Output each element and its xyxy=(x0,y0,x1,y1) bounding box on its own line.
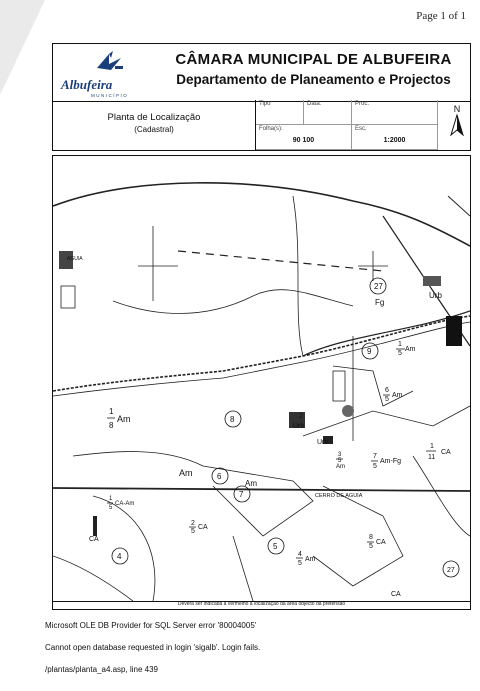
label-circ-8: 8 xyxy=(230,415,235,424)
label-am-top: Am xyxy=(405,346,416,353)
north-label: N xyxy=(453,104,461,114)
label-ca-mid: CA xyxy=(198,524,208,531)
bird-icon xyxy=(95,50,125,76)
header-title: CÂMARA MUNICIPAL DE ALBUFEIRA xyxy=(175,51,452,68)
label-frac-1-ca-am-den: 5 xyxy=(109,505,113,511)
label-am-left: Am xyxy=(117,414,131,424)
label-circ-7: 7 xyxy=(239,490,244,499)
folhas-cell xyxy=(256,125,352,150)
label-frac-8: 8 xyxy=(369,534,373,541)
label-frac-7: 7 xyxy=(373,453,377,460)
plan-subtitle: (Cadastral) xyxy=(134,125,174,134)
label-am-lower: Am xyxy=(179,468,193,478)
municipal-header xyxy=(52,43,471,102)
logo-wordmark: Albufeira xyxy=(61,77,113,92)
label-cerro: CERRO DE AGUIA xyxy=(315,493,363,499)
folded-corner xyxy=(0,0,45,95)
label-circ-6: 6 xyxy=(217,472,222,481)
north-arrow-icon xyxy=(450,114,464,136)
albufeira-logo xyxy=(53,44,151,101)
error-path: /plantas/planta_a4.asp, line 439 xyxy=(45,665,158,674)
label-frac-7-den: 5 xyxy=(373,463,377,470)
plan-title: Planta de Localização xyxy=(107,112,201,123)
map-footer-note: Deverá ser indicada a vermelho a localização da área objecto da pretensão xyxy=(52,600,471,610)
label-ca-right: CA xyxy=(441,449,451,456)
label-am-mid: Am xyxy=(392,392,403,399)
header-subtitle: Departamento de Planeamento e Projectos xyxy=(176,72,451,87)
escala-value: 1:2000 xyxy=(383,137,406,144)
label-circ-4: 4 xyxy=(117,552,122,561)
label-circ-27-bottom: 27 xyxy=(447,567,455,574)
map-drawing xyxy=(53,156,470,601)
logo-subtext: MUNICÍPIO xyxy=(91,93,129,98)
tipo-cell xyxy=(256,100,304,125)
folhas-label: Folha(s): xyxy=(259,126,283,132)
north-indicator xyxy=(445,104,469,141)
label-frac-3: 3 xyxy=(338,452,342,458)
label-am-fg: Am-Fg xyxy=(380,458,401,465)
label-circ-27-top: 27 xyxy=(374,282,383,291)
label-urb-mid: Urb xyxy=(293,423,305,430)
label-ca-left: CA xyxy=(89,536,99,543)
label-frac-1-11-den: 11 xyxy=(428,454,436,461)
label-urb-small: Urb xyxy=(317,439,329,446)
label-ca-bottom: CA xyxy=(391,591,401,598)
label-ca-low: CA xyxy=(376,539,386,546)
label-fg: Fg xyxy=(375,298,385,307)
label-frac-1-8-den: 8 xyxy=(109,421,114,430)
proc-cell xyxy=(352,100,438,125)
label-frac-1-top-den: 5 xyxy=(398,350,402,357)
label-frac-1-top: 1 xyxy=(398,341,402,348)
page-number: Page 1 of 1 xyxy=(416,10,466,22)
label-frac-8-den: 5 xyxy=(369,543,373,550)
plan-title-cell xyxy=(53,100,256,150)
data-cell xyxy=(304,100,352,125)
label-frac-1-11: 1 xyxy=(430,443,434,450)
label-frac-2-ca-den: 5 xyxy=(191,528,195,535)
label-am-small: Am xyxy=(336,464,345,470)
label-frac-2-ca: 2 xyxy=(191,520,195,527)
label-circ-9: 9 xyxy=(367,347,372,356)
error-login: Cannot open database requested in login 'sigalb'. Login fails. xyxy=(45,643,261,652)
label-circ-5: 5 xyxy=(273,542,278,551)
escala-cell xyxy=(352,125,438,150)
cadastral-map xyxy=(52,155,471,602)
label-frac-6-den: 5 xyxy=(385,396,389,403)
label-frac-1-ca-am: 1 xyxy=(109,496,113,502)
data-label: Data: xyxy=(307,101,322,107)
escala-label: Esc. xyxy=(355,126,367,132)
label-ca-am: CA-Am xyxy=(115,501,135,507)
label-aguia-top: AGUIA xyxy=(67,256,83,262)
plan-info-table xyxy=(52,100,471,151)
label-am-7: Am xyxy=(245,479,257,488)
label-frac-2: 2 xyxy=(299,413,303,420)
tipo-label: Tipo xyxy=(259,101,271,107)
label-am-bottom: Am xyxy=(305,556,316,563)
folhas-value: 90 100 xyxy=(292,137,315,144)
label-frac-6: 6 xyxy=(385,387,389,394)
error-provider: Microsoft OLE DB Provider for SQL Server error '80004005' xyxy=(45,621,257,630)
label-frac-1-8-num: 1 xyxy=(109,407,114,416)
label-frac-3-den: 5 xyxy=(338,458,342,464)
label-frac-4-den: 5 xyxy=(298,560,302,567)
proc-label: Proc. xyxy=(355,101,370,107)
label-frac-4: 4 xyxy=(298,551,302,558)
label-urb-right: Urb xyxy=(429,291,442,300)
